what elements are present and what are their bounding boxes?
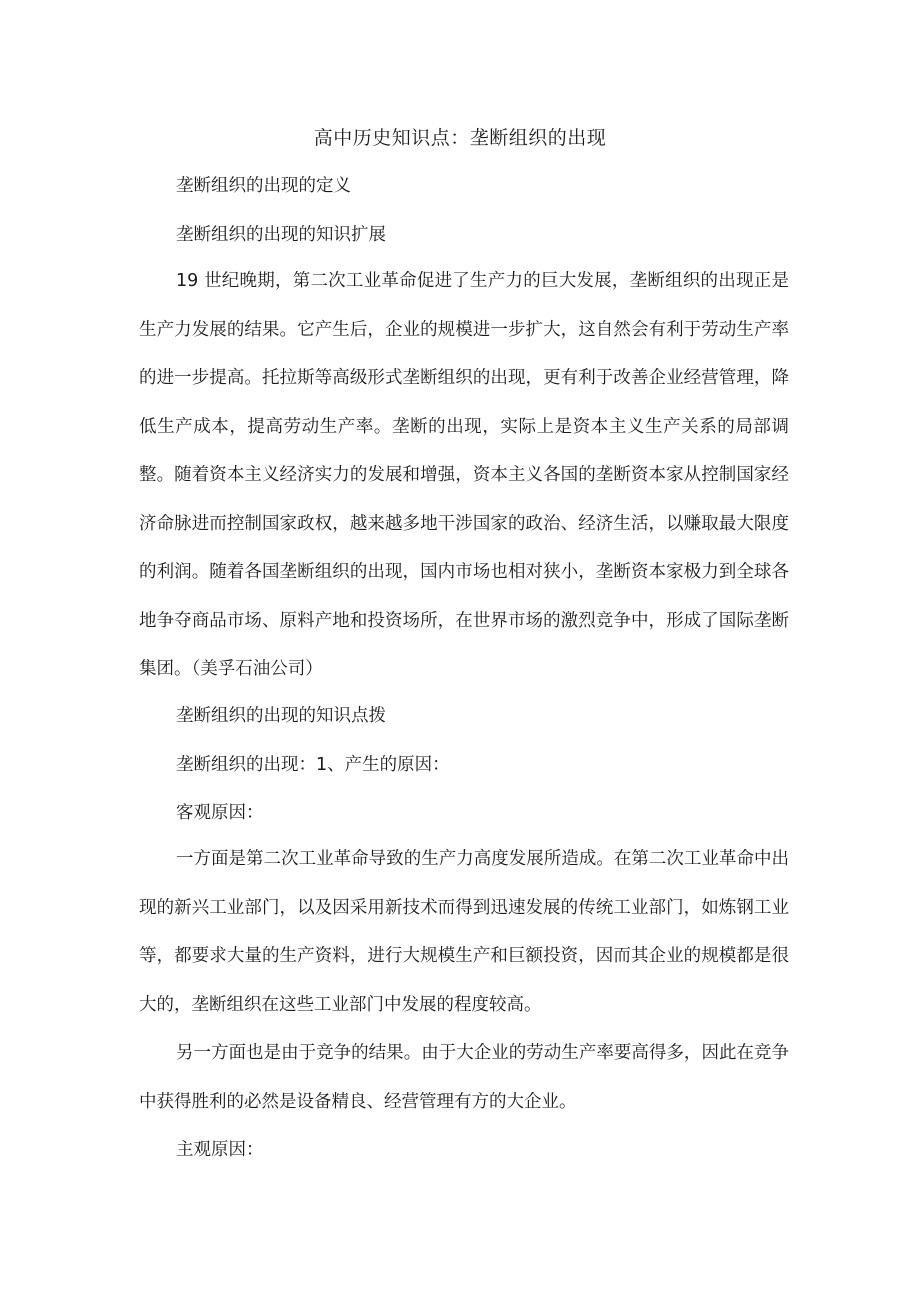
heading-extension: 垄断组织的出现的知识扩展 (176, 225, 386, 245)
heading-causes: 垄断组织的出现：1、产生的原因： (176, 755, 450, 775)
paragraph-objective-2: 另一方面也是由于竞争的结果。由于大企业的劳动生产率要高得多，因此在竞争中获得胜利的必然是设备精良、经营管理有方的大企业。 (139, 1043, 789, 1112)
heading-subjective: 主观原因： (176, 1140, 264, 1160)
heading-definition: 垄断组织的出现的定义 (176, 176, 351, 196)
page-title: 高中历史知识点：垄断组织的出现 (313, 127, 607, 149)
paragraph-extension: 19 世纪晚期，第二次工业革命促进了生产力的巨大发展，垄断组织的出现正是生产力发展的结果。它产生后，企业的规模进一步扩大，这自然会有利于劳动生产率的进一步提高。托拉斯等高级形式垄断组织的出现，更有利于改善企业经营管理，降低生产成本，提高劳动生产率。垄断的出现，实际上是资本主义生产关系的局部调整。随着资本主义经济实力的发展和增强，资本主义各国的垄断资本家从控制国家经济命脉进而控制国家政权，越来越多地干涉国家的政治、经济生活，以赚取最大限度的利润。随着各国垄断组织的出现，国内市场也相对狭小，垄断资本家极力到全球各地争夺商品市场、原料产地和投资场所，在世界市场的激烈竞争中，形成了国际垄断集团。（美孚石油公司） (139, 271, 789, 679)
heading-tips: 垄断组织的出现的知识点拨 (176, 706, 386, 726)
heading-objective: 客观原因： (176, 803, 264, 823)
paragraph-objective-1: 一方面是第二次工业革命导致的生产力高度发展所造成。在第二次工业革命中出现的新兴工业部门，以及因采用新技术而得到迅速发展的传统工业部门，如炼钢工业等，都要求大量的生产资料，进行大规模生产和巨额投资，因而其企业的规模都是很大的，垄断组织在这些工业部门中发展的程度较高。 (139, 849, 789, 1015)
